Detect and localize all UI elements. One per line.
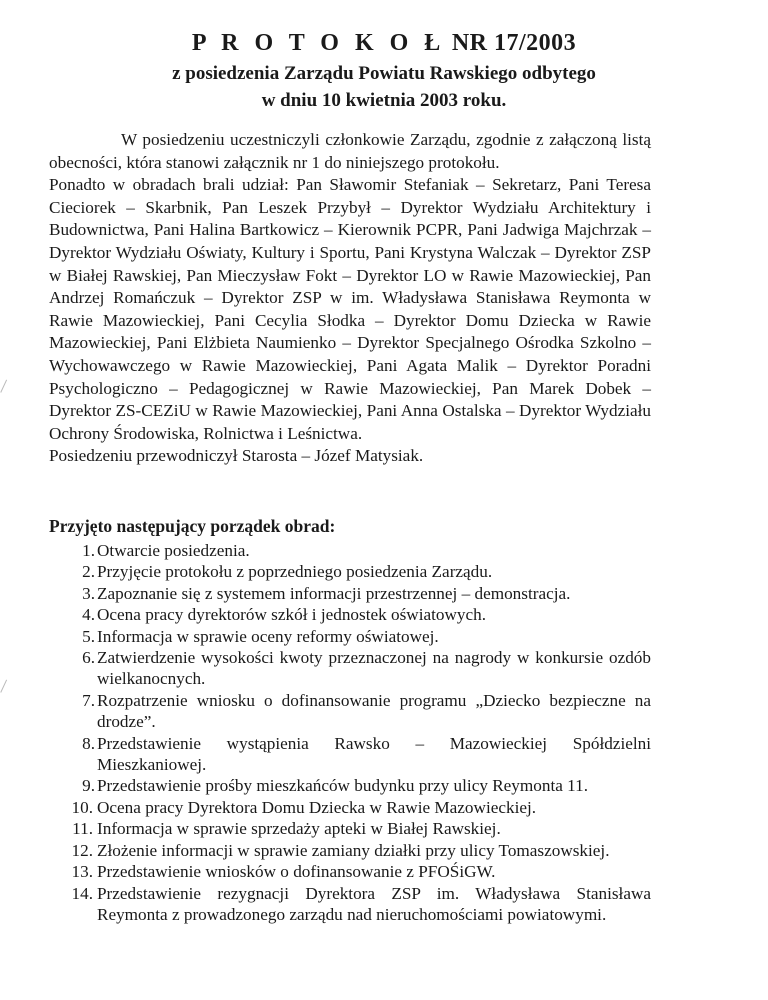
agenda-item-number: 2. (82, 562, 95, 582)
agenda-item-text: Złożenie informacji w sprawie zamiany działki przy ulicy Tomaszowskiej. (97, 840, 610, 860)
agenda-heading: Przyjęto następujący porządek obrad: (49, 516, 336, 536)
agenda-item-text: Zatwierdzenie wysokości kwoty przeznaczonej na nagrody w konkursie ozdób wielkanocnych. (97, 648, 651, 689)
agenda-item (49, 861, 651, 882)
agenda-item (49, 797, 651, 818)
title-number: NR 17/2003 (445, 30, 577, 56)
scan-artifact-mark (0, 380, 10, 395)
agenda-item-text: Przyjęcie protokołu z poprzedniego posiedzenia Zarządu. (97, 562, 493, 582)
agenda-item-text: Ocena pracy Dyrektora Domu Dziecka w Rawie Mazowieckiej. (97, 797, 537, 817)
agenda-item (49, 883, 651, 926)
intro-section (49, 129, 651, 468)
agenda-item-text: Przedstawienie prośby mieszkańców budynku przy ulicy Reymonta 11. (97, 776, 589, 796)
agenda-item-number: 9. (82, 776, 95, 796)
agenda-item-number: 7. (82, 690, 95, 710)
agenda-item (49, 583, 651, 604)
agenda-item-text: Informacja w sprawie sprzedaży apteki w Białej Rawskiej. (97, 819, 501, 839)
agenda-item-number: 10. (71, 797, 93, 817)
agenda-item-number: 14. (71, 883, 93, 903)
agenda-item (49, 647, 651, 690)
agenda-item-text: Rozpatrzenie wniosku o dofinansowanie programu „Dziecko bezpieczne na drodze”. (97, 690, 651, 732)
chair-paragraph: Posiedzeniu przewodniczył Starosta – Józef Matysiak. (49, 446, 424, 466)
agenda-item-number: 11. (72, 819, 93, 839)
title-prefix: P R O T O K O Ł (191, 30, 446, 56)
agenda-item-text: Otwarcie posiedzenia. (97, 541, 250, 560)
agenda-item (49, 840, 651, 861)
agenda-item-number: 3. (82, 583, 95, 603)
agenda-item-number: 12. (71, 840, 93, 860)
document-title (0, 30, 768, 57)
agenda-list (49, 540, 651, 925)
agenda-item-number: 6. (82, 648, 95, 668)
agenda-item-text: Przedstawienie rezygnacji Dyrektora ZSP im. Władysława Stanisława Reymonta z prowadzonego zarządu nad nieruchomościami powiatowymi. (97, 883, 651, 924)
scan-artifact-mark (0, 680, 10, 695)
agenda-item (49, 733, 651, 776)
agenda-item (49, 690, 651, 733)
agenda-item-number: 1. (82, 541, 95, 560)
agenda-item-number: 8. (82, 733, 95, 753)
agenda-item (49, 818, 651, 839)
agenda-item-number: 13. (71, 862, 93, 882)
participants-paragraph: Ponadto w obradach brali udział: Pan Sławomir Stefaniak – Sekretarz, Pani Teresa Cieciorek – Skarbnik, Pan Leszek Przybył – Dyrektor Wydziału Architektury i Budownictwa, Pani Halina Bartkowicz – Kierownik PCPR, Pani Jadwiga Majchrzak – Dyrektor Wydziału Oświaty, Kultury i Sportu, Pani Krystyna Walczak – Dyrektor ZSP w Białej Rawskiej, Pan Mieczysław Fokt – Dyrektor LO w Rawie Mazowieckiej, Pan Andrzej Romańczuk – Dyrektor ZSP w im. Władysława Stanisława Reymonta w Rawie Mazowieckiej, Pani Cecylia Słodka – Dyrektor Domu Dziecka w Rawie Mazowieckiej, Pani Elżbieta Naumienko – Dyrektor Specjalnego Ośrodka Szkolno – Wychowawczego w Rawie Mazowieckiej, Pani Agata Malik – Dyrektor Poradni Psychologiczno – Pedagogicznej w Rawie Mazowieckiej, Pan Marek Dobek – Dyrektor ZS-CEZiU w Rawie Mazowieckiej, Pani Anna Ostalska – Dyrektor Wydziału Ochrony Środowiska, Rolnictwa i Leśnictwa. (49, 175, 651, 443)
attendance-paragraph: W posiedzeniu uczestniczyli członkowie Zarządu, zgodnie z załączoną listą obecności, która stanowi załącznik nr 1 do niniejszego protokołu. (49, 130, 651, 172)
agenda-item-number: 5. (82, 626, 95, 646)
agenda-item-text: Przedstawienie wystąpienia Rawsko – Mazowieckiej Spółdzielni Mieszkaniowej. (97, 733, 651, 775)
agenda-item-number: 4. (82, 605, 95, 625)
agenda-item-text: Zapoznanie się z systemem informacji przestrzennej – demonstracja. (97, 583, 571, 603)
document-subtitle-line2: w dniu 10 kwietnia 2003 roku. (261, 90, 507, 111)
agenda-item-text: Przedstawienie wniosków o dofinansowanie z PFOŚiGW. (97, 862, 496, 882)
agenda-item (49, 626, 651, 647)
agenda-item-text: Informacja w sprawie oceny reformy oświatowej. (97, 626, 439, 646)
agenda-item (49, 775, 651, 796)
agenda-item (49, 561, 651, 582)
agenda-item (49, 604, 651, 625)
agenda-item (49, 540, 651, 561)
document-subtitle-line1: z posiedzenia Zarządu Powiatu Rawskiego odbytego (172, 63, 596, 84)
agenda-item-text: Ocena pracy dyrektorów szkół i jednostek oświatowych. (97, 605, 486, 625)
